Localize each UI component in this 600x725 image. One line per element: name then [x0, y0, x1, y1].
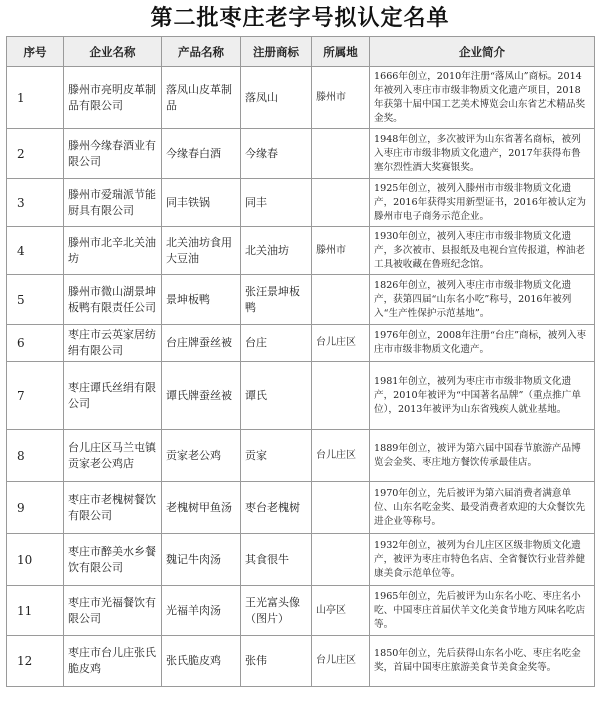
cell-company: 枣庄谭氏丝绢有限公司: [64, 362, 162, 430]
cell-product: 魏记牛肉汤: [162, 534, 241, 586]
cell-intro: 1976年创立，2008年注册“台庄”商标，被列入枣庄市市级非物质文化遗产。: [370, 325, 595, 362]
cell-company: 枣庄市醉美水乡餐饮有限公司: [64, 534, 162, 586]
cell-region: [312, 534, 370, 586]
cell-intro: 1981年创立，被列为枣庄市市级非物质文化遗产，2010年被评为“中国著名品牌”（重点推广单位），2013年被评为山东省残疾人就业基地。: [370, 362, 595, 430]
cell-index: 11: [7, 586, 64, 636]
header-product: 产品名称: [162, 37, 241, 67]
cell-product: 同丰铁锅: [162, 179, 241, 227]
table-row: [7, 325, 595, 362]
cell-company: 滕州市北辛北关油坊: [64, 227, 162, 275]
table-row: [7, 67, 595, 129]
cell-index: 6: [7, 325, 64, 362]
table-row: [7, 636, 595, 687]
cell-trademark: 北关油坊: [241, 227, 312, 275]
cell-region: [312, 275, 370, 325]
header-company: 企业名称: [64, 37, 162, 67]
cell-product: 落凤山皮革制品: [162, 67, 241, 129]
cell-trademark: 王光富头像（图片）: [241, 586, 312, 636]
cell-product: 张氏脆皮鸡: [162, 636, 241, 687]
header-region: 所属地: [312, 37, 370, 67]
cell-trademark: 台庄: [241, 325, 312, 362]
cell-region: 滕州市: [312, 227, 370, 275]
cell-product: 北关油坊食用大豆油: [162, 227, 241, 275]
table-row: [7, 129, 595, 179]
cell-trademark: 今缘春: [241, 129, 312, 179]
cell-trademark: 枣台老槐树: [241, 482, 312, 534]
table-row: [7, 275, 595, 325]
page-title: 第二批枣庄老字号拟认定名单: [150, 5, 450, 31]
table-header-row: [7, 37, 595, 67]
cell-company: 滕州市微山湖景坤板鸭有限责任公司: [64, 275, 162, 325]
cell-region: 台儿庄区: [312, 325, 370, 362]
cell-product: 谭氏牌蚕丝被: [162, 362, 241, 430]
cell-intro: 1925年创立，被列入滕州市市级非物质文化遗产，2016年获得实用新型证书，2016年被认定为滕州市电子商务示范企业。: [370, 179, 595, 227]
cell-trademark: 落凤山: [241, 67, 312, 129]
cell-trademark: 张汪景坤板鸭: [241, 275, 312, 325]
cell-index: 5: [7, 275, 64, 325]
cell-intro: 1666年创立，2010年注册“落凤山”商标。2014年被列入枣庄市市级非物质文化遗产项目，2018年获第十届中国工艺美术博览会山东省艺术精品奖金奖。: [370, 67, 595, 129]
cell-region: [312, 362, 370, 430]
table-row: [7, 534, 595, 586]
cell-company: 滕州市爱瑞派节能厨具有限公司: [64, 179, 162, 227]
cell-company: 枣庄市云英家居纺绢有限公司: [64, 325, 162, 362]
table-row: [7, 430, 595, 482]
cell-index: 8: [7, 430, 64, 482]
cell-index: 12: [7, 636, 64, 687]
table-row: [7, 482, 595, 534]
cell-intro: 1965年创立，先后被评为山东名小吃、枣庄名小吃、中国枣庄首届伏羊文化美食节地方风味名吃店等。: [370, 586, 595, 636]
header-trademark: 注册商标: [241, 37, 312, 67]
header-index: 序号: [7, 37, 64, 67]
cell-product: 老槐树甲鱼汤: [162, 482, 241, 534]
cell-company: 滕州今缘春酒业有限公司: [64, 129, 162, 179]
cell-intro: 1948年创立，多次被评为山东省著名商标，被列入枣庄市市级非物质文化遗产，2017年获得布鲁塞尔烈性酒大奖赛银奖。: [370, 129, 595, 179]
list-table: [6, 36, 595, 687]
header-intro: 企业简介: [370, 37, 595, 67]
cell-index: 7: [7, 362, 64, 430]
cell-index: 4: [7, 227, 64, 275]
cell-index: 3: [7, 179, 64, 227]
cell-intro: 1970年创立，先后被评为第六届消费者满意单位、山东名吃金奖、最受消费者欢迎的大众餐饮先进企业等称号。: [370, 482, 595, 534]
cell-company: 台儿庄区马兰屯镇贡家老公鸡店: [64, 430, 162, 482]
cell-intro: 1932年创立，被列为台儿庄区区级非物质文化遗产，被评为枣庄市特色名店、全省餐饮行业营养健康美食示范单位等。: [370, 534, 595, 586]
cell-trademark: 张伟: [241, 636, 312, 687]
cell-region: 山亭区: [312, 586, 370, 636]
cell-product: 光福羊肉汤: [162, 586, 241, 636]
cell-trademark: 其食很牛: [241, 534, 312, 586]
table-row: [7, 586, 595, 636]
cell-product: 景坤板鸭: [162, 275, 241, 325]
cell-region: 台儿庄区: [312, 430, 370, 482]
cell-trademark: 同丰: [241, 179, 312, 227]
table-row: [7, 227, 595, 275]
cell-region: [312, 129, 370, 179]
cell-index: 10: [7, 534, 64, 586]
cell-index: 9: [7, 482, 64, 534]
table-row: [7, 179, 595, 227]
table-row: [7, 362, 595, 430]
cell-intro: 1850年创立，先后获得山东名小吃、枣庄名吃金奖，首届中国枣庄旅游美食节美食金奖等。: [370, 636, 595, 687]
cell-region: [312, 179, 370, 227]
cell-company: 枣庄市台儿庄张氏脆皮鸡: [64, 636, 162, 687]
cell-region: 滕州市: [312, 67, 370, 129]
cell-trademark: 谭氏: [241, 362, 312, 430]
cell-product: 贡家老公鸡: [162, 430, 241, 482]
cell-company: 枣庄市老槐树餐饮有限公司: [64, 482, 162, 534]
cell-company: 滕州市亮明皮革制品有限公司: [64, 67, 162, 129]
cell-product: 今缘春白酒: [162, 129, 241, 179]
cell-intro: 1930年创立，被列入枣庄市市级非物质文化遗产，多次被市、县报纸及电视台宣传报道，榨油老工具被收藏在鲁班纪念馆。: [370, 227, 595, 275]
cell-intro: 1889年创立，被评为第六届中国春节旅游产品博览会金奖、枣庄地方餐饮传承最佳店。: [370, 430, 595, 482]
cell-region: 台儿庄区: [312, 636, 370, 687]
cell-trademark: 贡家: [241, 430, 312, 482]
cell-product: 台庄牌蚕丝被: [162, 325, 241, 362]
cell-region: [312, 482, 370, 534]
cell-index: 1: [7, 67, 64, 129]
cell-index: 2: [7, 129, 64, 179]
cell-intro: 1826年创立，被列入枣庄市市级非物质文化遗产，获第四届“山东名小吃”称号，2016年被列入“生产性保护示范基地”。: [370, 275, 595, 325]
cell-company: 枣庄市光福餐饮有限公司: [64, 586, 162, 636]
